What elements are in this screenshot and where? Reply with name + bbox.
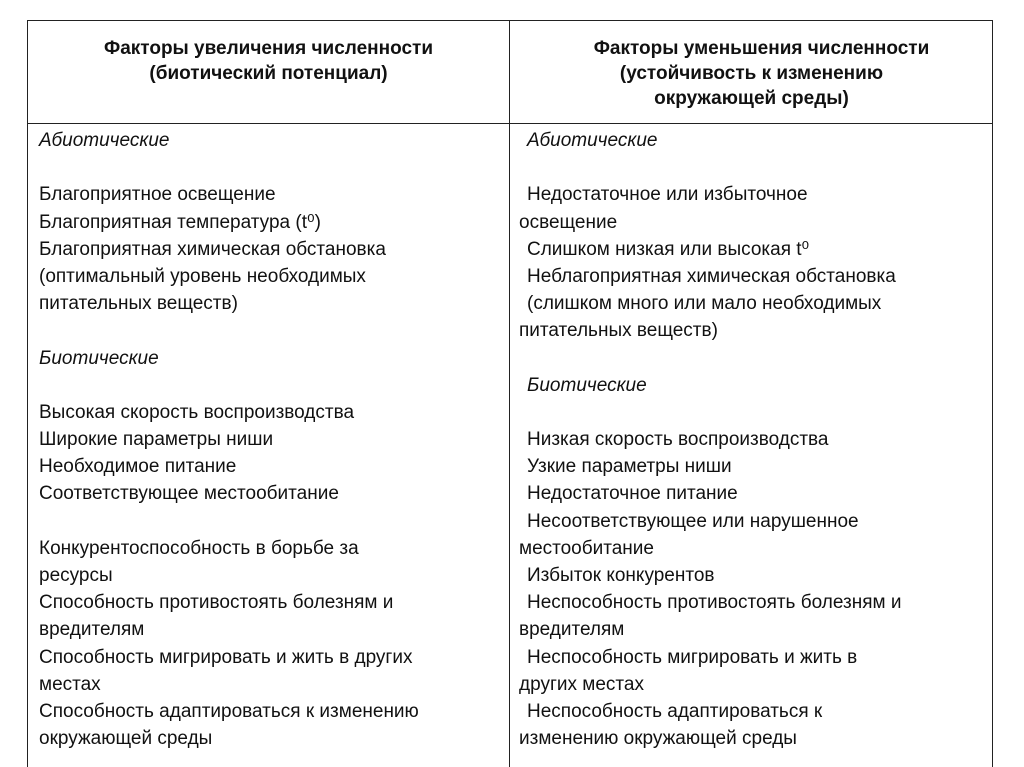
section-title-biotic: Биотические — [39, 347, 159, 369]
list-item: Способность адаптироваться к изменению — [39, 700, 419, 722]
right-header-line: (устойчивость к изменению — [619, 63, 884, 84]
list-item: вредителям — [519, 619, 625, 641]
list-item: Неспособность противостоять болезням и — [527, 592, 902, 614]
left-header-line: Факторы увеличения численности — [103, 38, 434, 59]
spacer — [519, 154, 981, 181]
spacer — [39, 372, 501, 399]
list-item: местах — [39, 673, 101, 695]
list-item: питательных веществ) — [39, 293, 238, 315]
factors-table — [27, 20, 993, 767]
list-item: питательных веществ) — [519, 320, 718, 342]
section-title-abiotic: Абиотические — [527, 130, 658, 151]
list-item: Благоприятная химическая обстановка — [39, 238, 386, 260]
list-item: Способность противостоять болезням и — [39, 592, 394, 614]
list-item: Благоприятное освещение — [39, 184, 276, 206]
list-item: ресурсы — [39, 565, 113, 586]
list-item: окружающей среды — [39, 728, 213, 750]
left-header-line: (биотический потенциал) — [149, 63, 388, 84]
list-item: Неспособность мигрировать и жить в — [527, 646, 858, 668]
list-item: Низкая скорость воспроизводства — [527, 429, 829, 451]
list-item: Высокая скорость воспроизводства — [39, 401, 355, 423]
list-item: (оптимальный уровень необходимых — [39, 265, 366, 287]
right-header-line: окружающей среды) — [654, 88, 849, 109]
list-item: Соответствующее местообитание — [39, 483, 339, 505]
list-item: Широкие параметры ниши — [39, 429, 274, 451]
list-item: Недостаточное питание — [527, 483, 738, 505]
left-column-header — [28, 21, 509, 123]
list-item: вредителям — [39, 619, 145, 641]
header-divider — [28, 123, 992, 124]
right-column-body — [519, 127, 981, 752]
list-item: (слишком много или мало необходимых — [527, 293, 882, 315]
section-title-abiotic: Абиотические — [39, 130, 170, 151]
right-header-line: Факторы уменьшения численности — [593, 38, 930, 59]
list-item: Несоответствующее или нарушенное — [527, 510, 859, 532]
list-item: Способность мигрировать и жить в других — [39, 646, 413, 668]
spacer — [39, 154, 501, 181]
list-item: Избыток конкурентов — [527, 565, 715, 586]
section-title-biotic: Биотические — [527, 374, 647, 396]
spacer — [39, 508, 501, 535]
list-item: Неблагоприятная химическая обстановка — [527, 265, 896, 287]
list-item: Конкурентоспособность в борьбе за — [39, 537, 359, 559]
list-item: местообитание — [519, 537, 654, 559]
right-column-header — [511, 21, 992, 123]
list-item: других местах — [519, 673, 644, 695]
list-item: Узкие параметры ниши — [527, 456, 732, 478]
list-item: Необходимое питание — [39, 456, 237, 478]
list-item: изменению окружающей среды — [519, 728, 797, 750]
spacer — [519, 399, 981, 426]
spacer — [519, 345, 981, 372]
list-item: Недостаточное или избыточное — [527, 184, 808, 206]
left-column-body — [39, 127, 501, 752]
column-divider — [509, 21, 510, 767]
spacer — [39, 317, 501, 344]
list-item: Неспособность адаптироваться к — [527, 700, 823, 722]
list-item: Благоприятная температура (t⁰) — [39, 211, 321, 233]
list-item: освещение — [519, 211, 618, 233]
list-item: Слишком низкая или высокая t⁰ — [527, 238, 810, 260]
